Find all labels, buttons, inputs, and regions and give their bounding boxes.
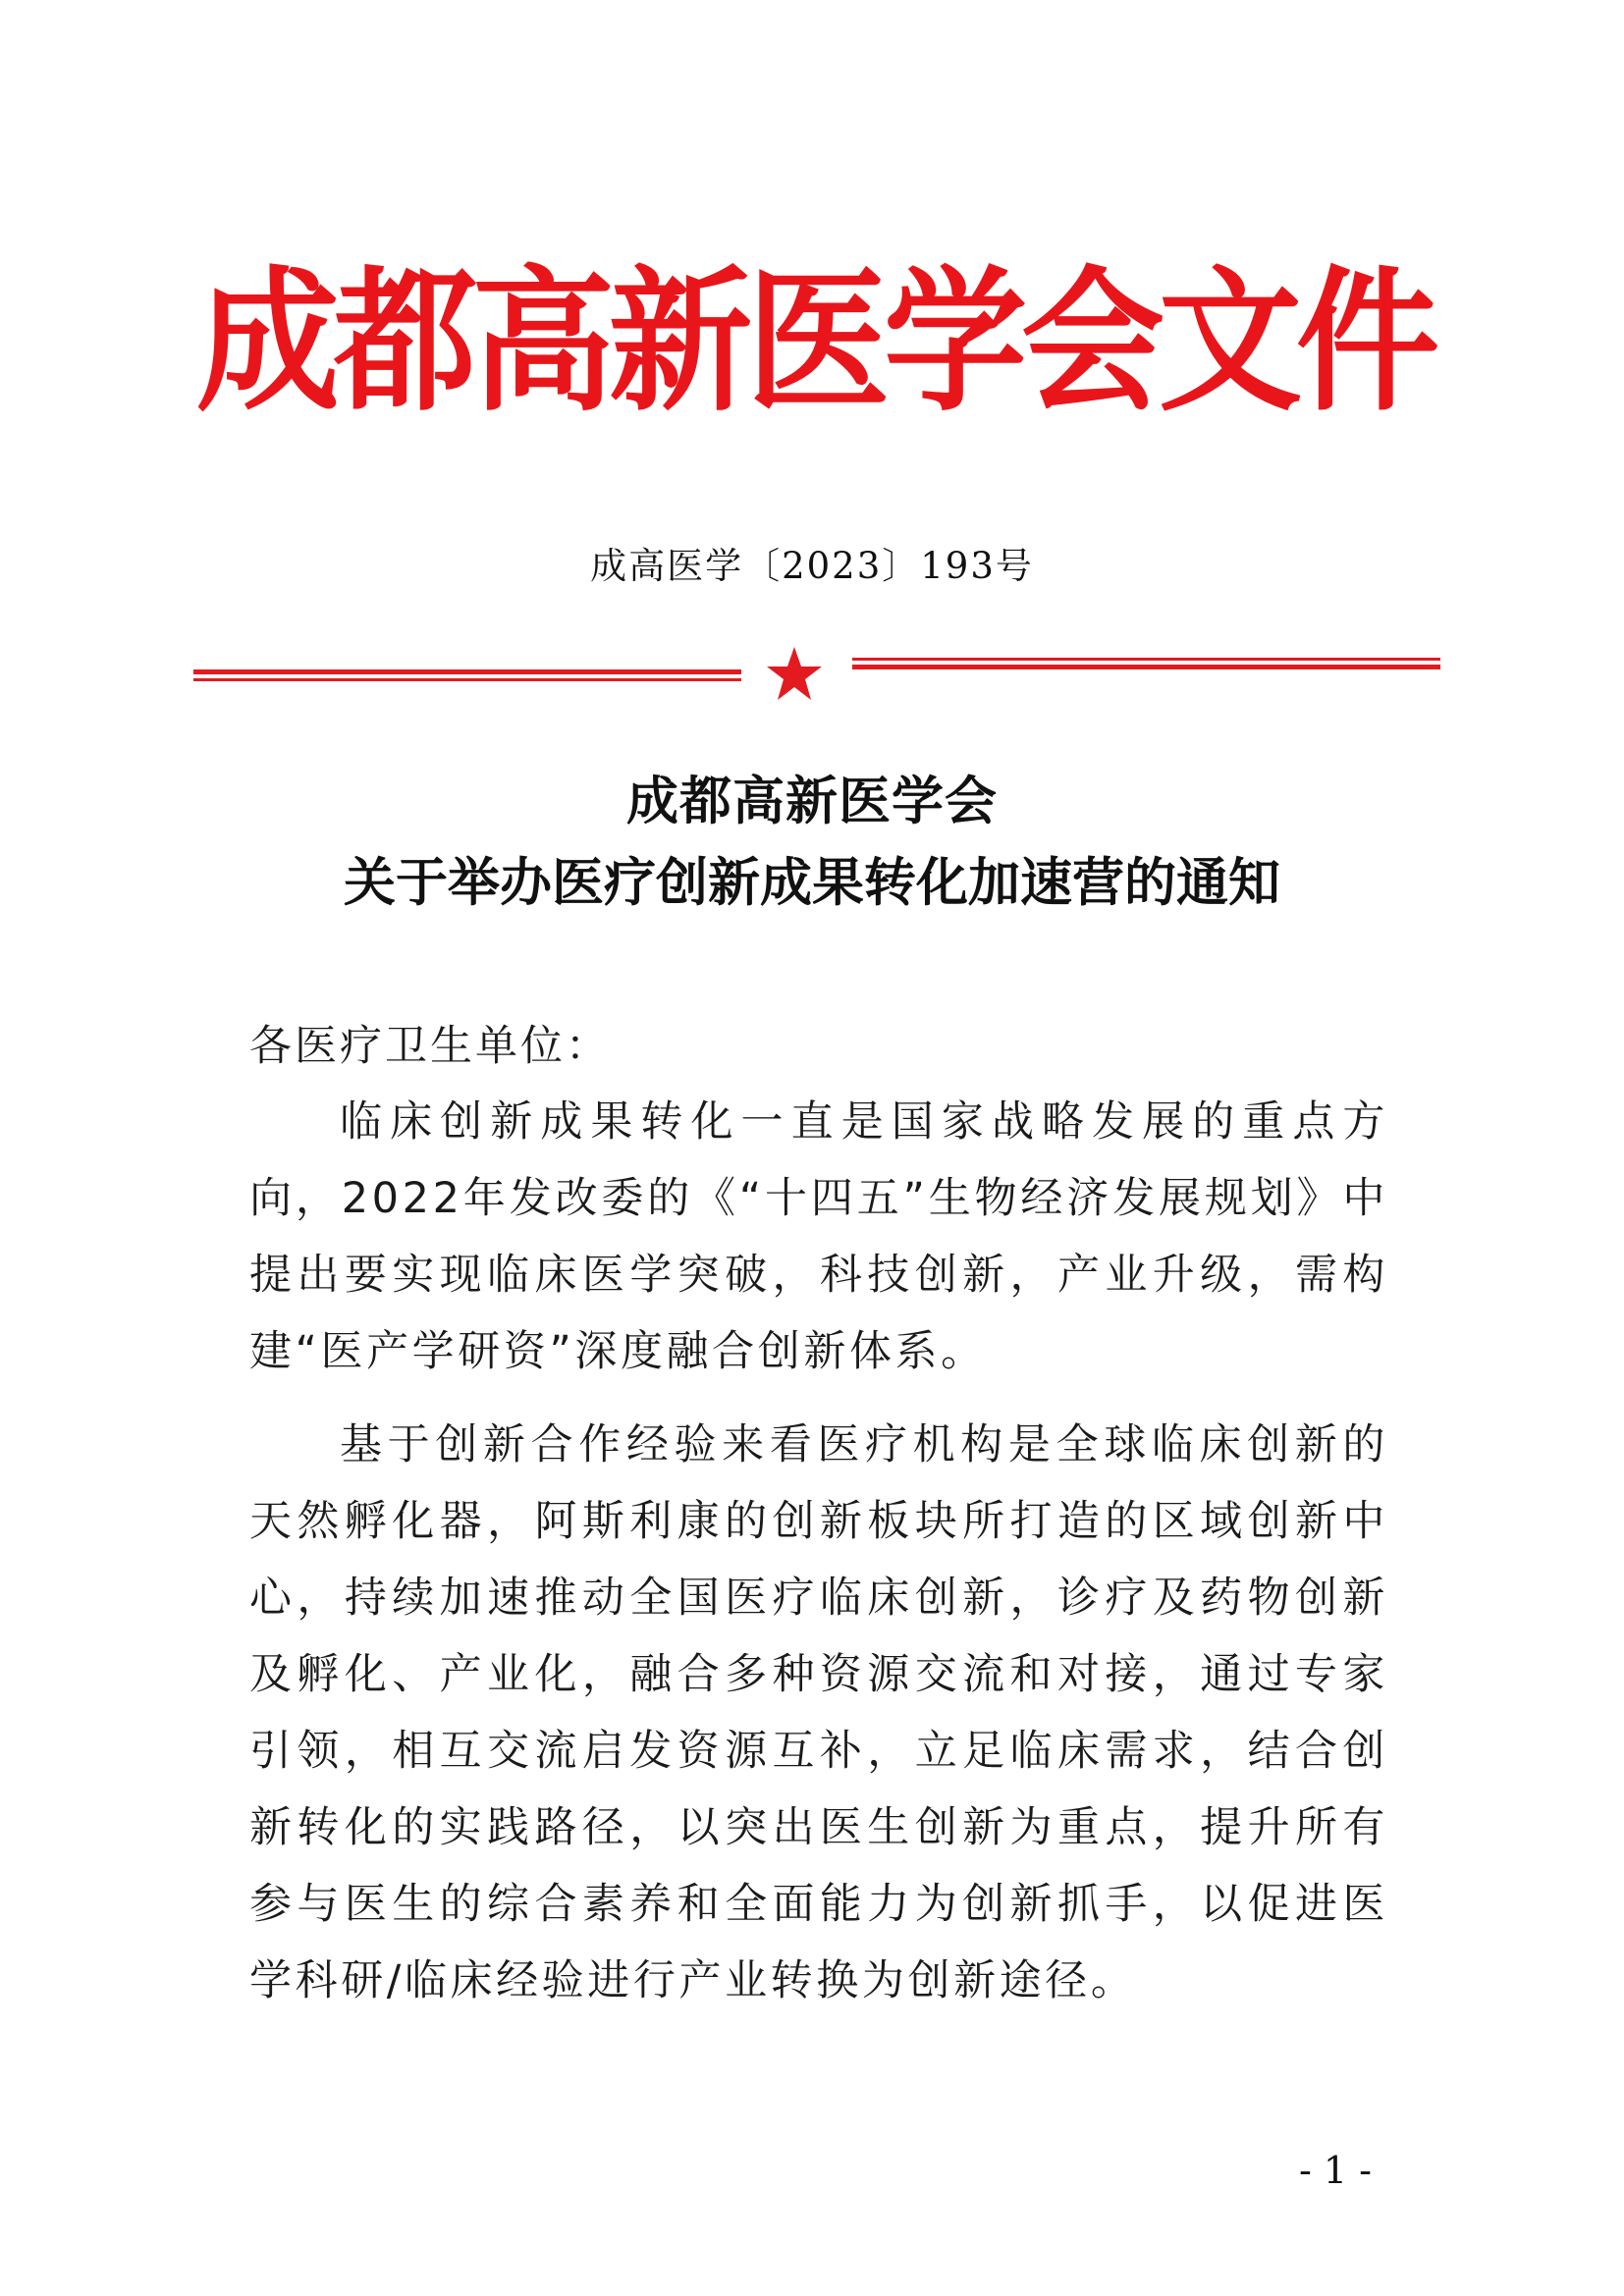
notice-title-line-2: 关于举办医疗创新成果转化加速营的通知: [344, 853, 1280, 913]
salutation: 各医疗卫生单位：: [249, 1022, 611, 1071]
red-rule-left: [193, 669, 741, 683]
document-number: 成高医学〔2023〕193号: [590, 545, 1034, 587]
red-rule-right: [852, 658, 1440, 671]
notice-title-line-1: 成都高新医学会: [626, 772, 998, 831]
body-paragraph-1: 临床创新成果转化一直是国家战略发展的重点方向，2022年发改委的《“十四五”生物经济发展规划》中提出要实现临床医学突破，科技创新，产业升级，需构建“医产学研资”深度融合创新体系。: [249, 1097, 1388, 1376]
page-number: - 1 -: [1298, 2149, 1372, 2192]
body-paragraph-2: 基于创新合作经验来看医疗机构是全球临床创新的天然孵化器，阿斯利康的创新板块所打造的区域创新中心，持续加速推动全国医疗临床创新，诊疗及药物创新及孵化、产业化，融合多种资源交流和对接，通过专家引领，相互交流启发资源互补，立足临床需求，结合创新转化的实践路径，以突出医生创新为重点，提升所有参与医生的综合素养和全面能力为创新抓手，以促进医学科研/临床经验进行产业转换为创新途径。: [249, 1420, 1388, 2005]
org-header-title: 成都高新医学会文件: [196, 250, 1434, 433]
red-star-icon: [765, 646, 824, 703]
